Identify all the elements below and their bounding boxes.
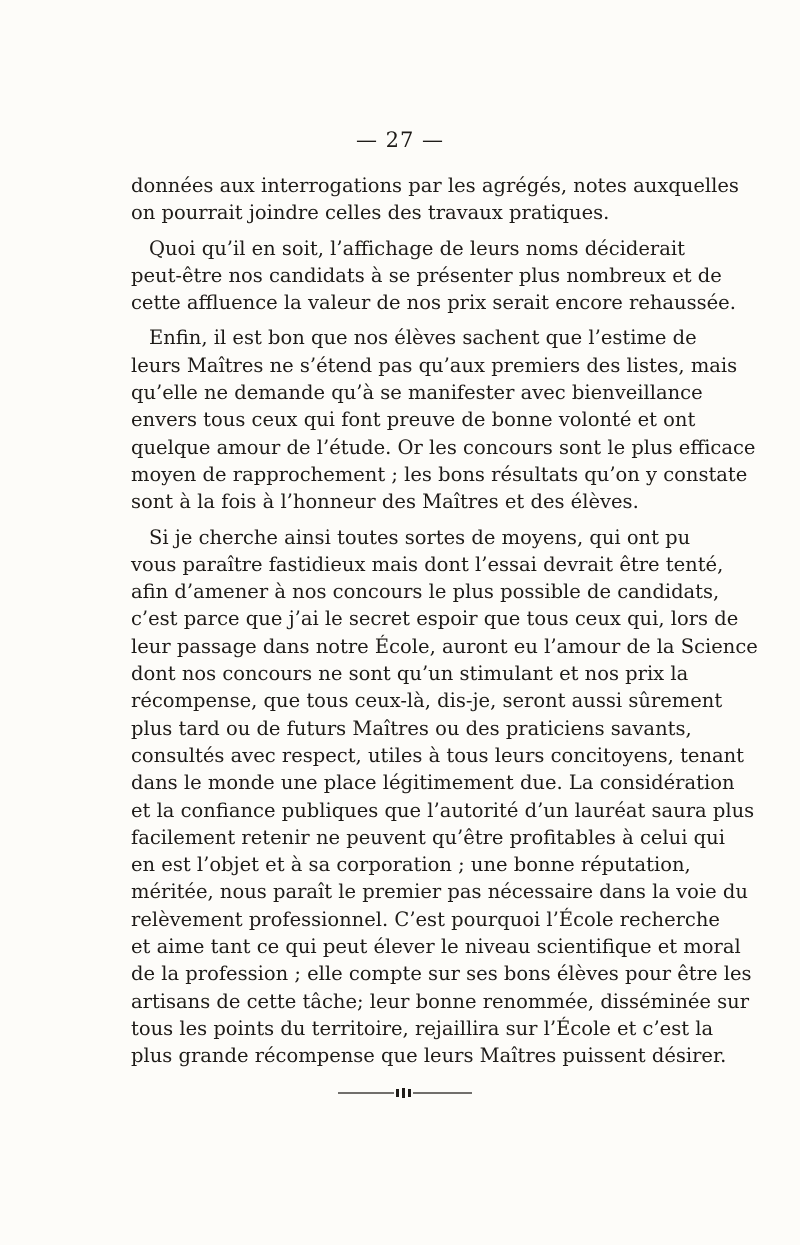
text-line: et la confiance publiques que l’autorité d’un lauréat saura plus (131, 798, 755, 822)
paragraph-2 (131, 235, 736, 317)
text-line: Enfin, il est bon que nos élèves sachent que l’estime de (149, 326, 697, 350)
text-line: récompense, que tous ceux-là, dis-je, seront aussi sûrement (131, 689, 723, 713)
text-line: envers tous ceux qui font preuve de bonne volonté et ont (131, 408, 696, 432)
text-line: c’est parce que j’ai le secret espoir que tous ceux qui, lors de (131, 607, 739, 631)
text-line: on pourrait joindre celles des travaux pratiques. (131, 201, 610, 225)
text-line: artisans de cette tâche; leur bonne renommée, disséminée sur (131, 989, 750, 1013)
text-line: leur passage dans notre École, auront eu l’amour de la Science (131, 634, 758, 658)
ornament-mark (408, 1089, 411, 1097)
text-line: consultés avec respect, utiles à tous leurs concitoyens, tenant (131, 743, 745, 767)
text-line: relèvement professionnel. C’est pourquoi l’École recherche (131, 907, 720, 931)
text-line: quelque amour de l’étude. Or les concours sont le plus efficace (131, 435, 756, 459)
text-line: données aux interrogations par les agrégés, notes auxquelles (131, 174, 739, 197)
text-line: peut-être nos candidats à se présenter plus nombreux et de (131, 263, 722, 287)
page-number: — 27 — (355, 128, 445, 152)
text-line: sont à la fois à l’honneur des Maîtres et des élèves. (131, 490, 639, 514)
text-line: facilement retenir ne peuvent qu’être profitables à celui qui (131, 825, 725, 849)
paragraph-3 (131, 324, 756, 515)
text-line: et aime tant ce qui peut élever le niveau scientifique et moral (131, 935, 741, 959)
text-line: Quoi qu’il en soit, l’affichage de leurs noms déciderait (149, 236, 685, 260)
text-line: afin d’amener à nos concours le plus possible de candidats, (131, 580, 720, 604)
text-line: dans le monde une place légitimement due. La considération (131, 771, 735, 795)
body-text (131, 172, 758, 1070)
text-line: en est l’objet et à sa corporation ; une bonne réputation, (131, 853, 691, 877)
text-line: Si je cherche ainsi toutes sortes de moyens, qui ont pu (149, 525, 691, 549)
text-line: tous les points du territoire, rejaillira sur l’École et c’est la (131, 1016, 714, 1040)
text-line: qu’elle ne demande qu’à se manifester avec bienveillance (131, 381, 703, 405)
text-line: vous paraître fastidieux mais dont l’essai devrait être tenté, (131, 552, 724, 576)
text-line: méritée, nous paraît le premier pas nécessaire dans la voie du (131, 880, 748, 904)
text-line: plus tard ou de futurs Maîtres ou des praticiens savants, (131, 716, 692, 740)
end-ornament-divider (338, 1086, 472, 1100)
text-line: moyen de rapprochement ; les bons résultats qu’on y constate (131, 462, 748, 486)
text-line: cette affluence la valeur de nos prix serait encore rehaussée. (131, 291, 736, 315)
paragraph-4 (131, 524, 758, 1070)
text-line: plus grande récompense que leurs Maîtres puissent désirer. (131, 1044, 727, 1068)
ornament-mark (396, 1089, 399, 1097)
text-line: dont nos concours ne sont qu’un stimulant et nos prix la (131, 662, 689, 686)
text-line: de la profession ; elle compte sur ses bons élèves pour être les (131, 962, 752, 986)
text-line: leurs Maîtres ne s’étend pas qu’aux premiers des listes, mais (131, 353, 738, 377)
ornament-mark (402, 1088, 405, 1098)
paragraph-1 (131, 172, 739, 227)
